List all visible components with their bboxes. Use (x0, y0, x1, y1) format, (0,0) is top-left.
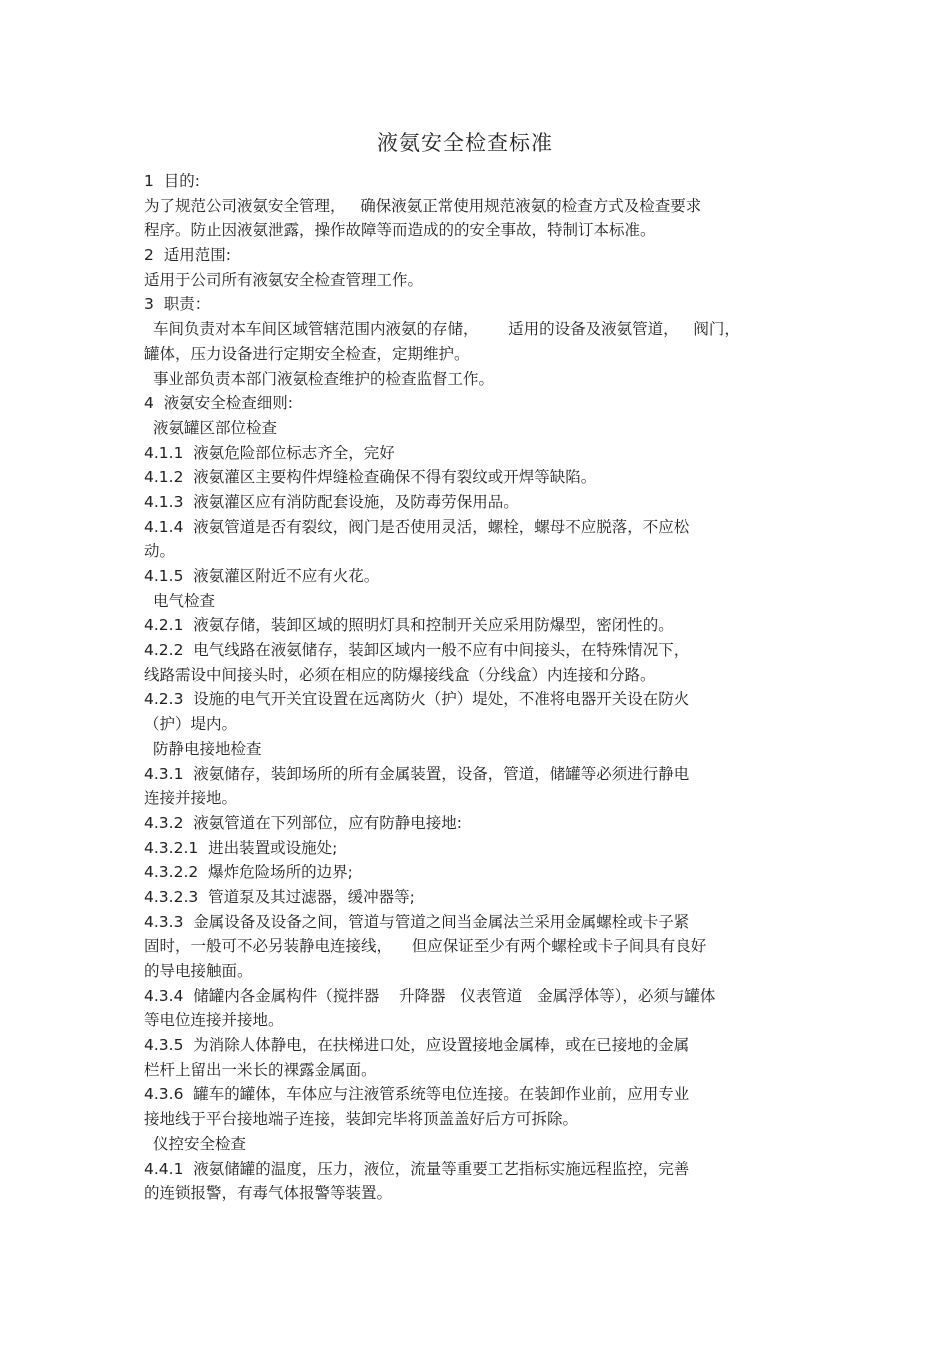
text-line: 电气检查 (153, 591, 216, 610)
text-line: 车间负责对本车间区域管辖范围内液氨的存储， 适用的设备及液氨管道， 阀门， (153, 320, 740, 339)
text-line: 1 目的: (144, 172, 200, 190)
text-line: 4.3.3 金属设备及设备之间，管道与管道之间当金属法兰采用金属螺栓或卡子紧 (144, 912, 690, 931)
text-line: 4.1.3 液氨灌区应有消防配套设施，及防毒劳保用品。 (144, 492, 519, 511)
text-line: 为了规范公司液氨安全管理， 确保液氨正常使用规范液氨的检查方式及检查要求 (144, 196, 702, 215)
text-line: 4.3.1 液氨储存，装卸场所的所有金属装置，设备，管道，储罐等必须进行静电 (144, 764, 690, 783)
text-line: 4.1.4 液氨管道是否有裂纹，阀门是否使用灵活，螺栓，螺母不应脱落，不应松 (144, 517, 690, 536)
text-line: 4.4.1 液氨储罐的温度，压力，液位，流量等重要工艺指标实施远程监控，完善 (144, 1159, 690, 1178)
document-title: 液氨安全检查标准 (377, 131, 553, 155)
text-line: 程序。防止因液氨泄露，操作故障等而造成的的安全事故，特制订本标准。 (144, 221, 656, 240)
text-line: 防静电接地检查 (153, 739, 262, 758)
text-line: 4 液氨安全检查细则: (144, 394, 293, 413)
text-line: 2 适用范围: (144, 246, 231, 265)
text-line: 4.1.1 液氨危险部位标志齐全，完好 (144, 443, 395, 462)
text-line: 4.3.2.3 管道泵及其过滤器，缓冲器等; (144, 887, 415, 906)
text-line: 仪控安全检查 (153, 1134, 247, 1153)
text-line: 液氨罐区部位检查 (153, 418, 278, 437)
text-line: 的导电接触面。 (144, 962, 253, 980)
text-line: 4.2.2 电气线路在液氨储存，装卸区域内一般不应有中间接头，在特殊情况下， (144, 641, 690, 660)
text-line: 动。 (144, 542, 176, 561)
text-line: 4.1.2 液氨灌区主要构件焊缝检查确保不得有裂纹或开焊等缺陷。 (144, 468, 597, 487)
text-line: 事业部负责本部门液氨检查维护的检查监督工作。 (153, 369, 495, 388)
text-line: 固时，一般可不必另装静电连接线， 但应保证至少有两个螺栓或卡子间具有良好 (144, 937, 707, 956)
document-body (144, 169, 824, 1206)
text-line: 4.3.2.1 进出装置或设施处; (144, 838, 338, 857)
text-line: 4.3.2.2 爆炸危险场所的边界; (144, 863, 353, 882)
text-line: 4.3.4 储罐内各金属构件（搅拌器 升降器 仪表管道 金属浮体等），必须与罐体 (144, 986, 716, 1005)
text-line: 4.2.1 液氨存储，装卸区域的照明灯具和控制开关应采用防爆型，密闭性的。 (144, 616, 674, 635)
text-line: 栏杆上留出一米长的裸露金属面。 (144, 1060, 377, 1079)
text-line: （护）堤内。 (144, 715, 238, 734)
text-line: 的连锁报警，有毒气体报警等装置。 (144, 1184, 393, 1203)
text-line: 4.1.5 液氨灌区附近不应有火花。 (144, 567, 380, 585)
text-line: 4.3.2 液氨管道在下列部位，应有防静电接地: (144, 813, 463, 832)
text-line: 接地线于平台接地端子连接，装卸完毕将顶盖盖好后方可拆除。 (144, 1110, 579, 1129)
text-line: 4.2.3 设施的电气开关宜设置在远离防火（护）堤处，不准将电器开关设在防火 (144, 690, 690, 709)
text-line: 连接并接地。 (144, 789, 238, 808)
text-line: 适用于公司所有液氨安全检查管理工作。 (144, 270, 424, 289)
text-line: 等电位连接并接地。 (144, 1011, 284, 1030)
text-line: 罐体，压力设备进行定期安全检查，定期维护。 (144, 344, 470, 363)
text-line: 线路需设中间接头时，必须在相应的防爆接线盒（分线盒）内连接和分路。 (144, 665, 656, 684)
text-line: 4.3.5 为消除人体静电，在扶梯进口处，应设置接地金属棒，或在已接地的金属 (144, 1036, 690, 1055)
text-line: 3 职责： (144, 295, 211, 314)
text-line: 4.3.6 罐车的罐体，车体应与注液管系统等电位连接。在装卸作业前，应用专业 (144, 1085, 690, 1104)
